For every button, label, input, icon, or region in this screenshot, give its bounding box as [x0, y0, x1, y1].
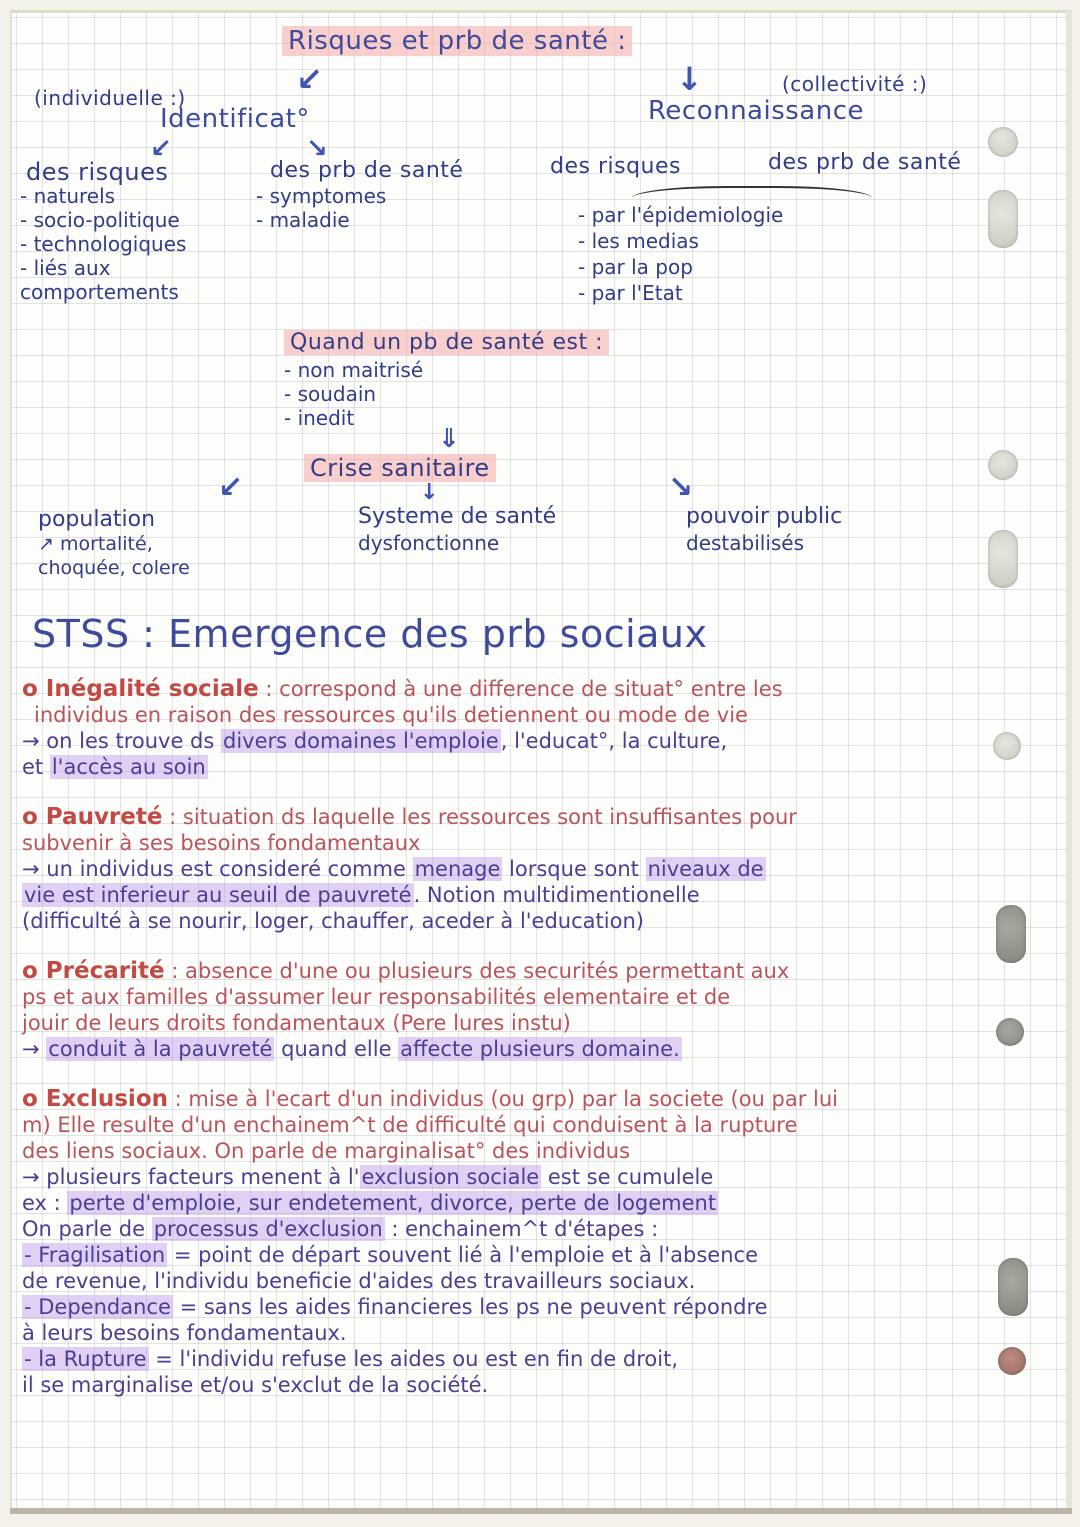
- note-text: est se cumulele: [541, 1165, 714, 1189]
- arrow-down-left-icon: ↙: [296, 60, 323, 98]
- note-text: il se marginalise et/ou s'exclut de la société.: [22, 1373, 489, 1397]
- process-step-term: - la Rupture: [24, 1347, 147, 1371]
- right-recognition-list: [578, 202, 898, 306]
- list-item: - par la pop: [578, 255, 693, 279]
- note-text: (difficulté à se nourir, loger, chauffer, aceder à l'education): [22, 909, 644, 933]
- list-item: - par l'Etat: [578, 281, 683, 305]
- left-qualifier: (individuelle :): [34, 86, 186, 110]
- consequence-line: dysfonctionne: [358, 531, 500, 555]
- list-item: - technologiques: [20, 232, 187, 256]
- note-definition: : absence d'une ou plusieurs des securités permettant aux: [164, 959, 790, 983]
- note-pauvrete: [22, 804, 1022, 934]
- list-item: - par l'épidemiologie: [578, 203, 784, 227]
- note-text: . Notion multidimentionelle: [413, 883, 700, 907]
- list-item: - non maitrisé: [284, 358, 424, 382]
- highlighted-text: conduit à la pauvreté: [48, 1037, 273, 1061]
- list-item: - inedit: [284, 406, 355, 430]
- list-item: comportements: [20, 280, 179, 304]
- note-text: quand elle: [274, 1037, 399, 1061]
- process-step-term: - Dependance: [24, 1295, 171, 1319]
- highlighted-text: affecte plusieurs domaine.: [400, 1037, 680, 1061]
- left-health-list: [256, 184, 476, 232]
- highlighted-text: l'accès au soin: [51, 755, 206, 779]
- note-definition: subvenir à ses besoins fondamentaux: [22, 831, 421, 855]
- list-item: - symptomes: [256, 184, 387, 208]
- highlighted-text: niveaux de: [647, 857, 764, 881]
- list-item: - socio-politique: [20, 208, 180, 232]
- highlighted-text: processus d'exclusion: [153, 1217, 383, 1241]
- consequence-line: ↗ mortalité,: [38, 533, 153, 555]
- note-exclusion: [22, 1086, 1022, 1398]
- list-item: - naturels: [20, 184, 116, 208]
- note-text: → on les trouve ds: [22, 729, 222, 753]
- paper-bottom-edge: [10, 1508, 1072, 1514]
- list-item: - liés aux: [20, 256, 111, 280]
- crisis-condition: Quand un pb de santé est :: [284, 330, 609, 355]
- mindmap-title: Risques et prb de santé :: [282, 26, 632, 56]
- consequence-line: choquée, colere: [38, 557, 190, 579]
- note-text: →: [22, 1037, 47, 1061]
- highlighted-text: divers domaines l'emploie: [223, 729, 499, 753]
- reconnaissance-heading: Reconnaissance: [648, 96, 865, 126]
- note-definition: des liens sociaux. On parle de marginalisat° des individus: [22, 1139, 631, 1163]
- note-text: de revenue, l'individu beneficie d'aides des travailleurs sociaux.: [22, 1269, 696, 1293]
- double-arrow-down-icon: ⇓: [438, 424, 460, 454]
- curly-brace: [632, 186, 872, 200]
- note-precarite: [22, 958, 1022, 1062]
- note-definition: jouir de leurs droits fondamentaux (Pere lures instu): [22, 1011, 571, 1035]
- arrow-down-icon: ↓: [420, 480, 439, 505]
- crisis-conditions-list: [284, 358, 544, 430]
- note-term: o Précarité: [22, 958, 165, 984]
- arrow-down-icon: ↓: [676, 60, 703, 98]
- list-item: - les medias: [578, 229, 699, 253]
- list-item: - soudain: [284, 382, 377, 406]
- note-inegalite: [22, 676, 1022, 780]
- arrow-down-icon: ↙: [150, 134, 172, 164]
- highlighted-text: vie est inferieur au seuil de pauvreté: [24, 883, 412, 907]
- note-definition: : correspond à une difference de situat° entre les: [258, 677, 783, 701]
- note-text: , l'educat°, la culture,: [500, 729, 728, 753]
- highlighted-text: menage: [414, 857, 501, 881]
- consequence-public-power: [686, 504, 966, 556]
- note-text: → un individus est consideré comme: [22, 857, 413, 881]
- paper-edge: [1066, 10, 1072, 1510]
- consequence-line: pouvoir public: [686, 504, 843, 529]
- arrow-down-icon: ↘: [306, 134, 328, 164]
- left-risks-list: [20, 184, 260, 304]
- right-health-title: des prb de santé: [768, 150, 962, 175]
- process-step-term: - Fragilisation: [24, 1243, 166, 1267]
- binder-hole: [988, 190, 1018, 248]
- note-definition: : mise à l'ecart d'un individus (ou grp) par la societe (ou par lui: [168, 1087, 839, 1111]
- note-text: = sans les aides financieres les ps ne peuvent répondre: [172, 1295, 768, 1319]
- note-definition: : situation ds laquelle les ressources sont insuffisantes pour: [162, 805, 797, 829]
- note-definition: individus en raison des ressources qu'ils detiennent ou mode de vie: [34, 703, 748, 727]
- crisis-result: Crise sanitaire: [304, 454, 496, 482]
- note-definition: m) Elle resulte d'un enchainem^t de difficulté qui conduisent à la rupture: [22, 1113, 798, 1137]
- highlighted-text: perte d'emploie, sur endetement, divorce, perte de logement: [69, 1191, 717, 1215]
- highlighted-text: exclusion sociale: [361, 1165, 540, 1189]
- note-text: = l'individu refuse les aides ou est en fin de droit,: [148, 1347, 679, 1371]
- binder-hole: [988, 450, 1018, 480]
- consequence-health-system: [358, 504, 638, 556]
- consequence-line: population: [38, 507, 156, 532]
- identification-heading: Identificat°: [160, 104, 310, 134]
- note-definition: ps et aux familles d'assumer leur responsabilités elementaire et de: [22, 985, 731, 1009]
- left-risks-title: des risques: [26, 158, 169, 186]
- note-term: o Exclusion: [22, 1086, 168, 1112]
- consequence-line: Systeme de santé: [358, 504, 557, 529]
- arrow-left-icon: ↙: [218, 470, 244, 505]
- note-text: lorsque sont: [502, 857, 646, 881]
- list-item: - maladie: [256, 208, 350, 232]
- consequence-line: destabilisés: [686, 531, 805, 555]
- right-risks-title: des risques: [550, 154, 681, 179]
- note-term: o Inégalité sociale: [22, 676, 259, 702]
- section-heading: STSS : Emergence des prb sociaux: [32, 612, 708, 656]
- arrow-right-icon: ↘: [668, 470, 694, 505]
- right-qualifier: (collectivité :): [782, 72, 928, 96]
- note-text: à leurs besoins fondamentaux.: [22, 1321, 347, 1345]
- note-text: ex :: [22, 1191, 68, 1215]
- note-text: : enchainem^t d'étapes :: [384, 1217, 659, 1241]
- binder-hole: [988, 530, 1018, 588]
- note-term: o Pauvreté: [22, 804, 163, 830]
- binder-hole: [988, 127, 1018, 157]
- note-text: = point de départ souvent lié à l'emploie et à l'absence: [167, 1243, 758, 1267]
- note-text: → plusieurs facteurs menent à l': [22, 1165, 360, 1189]
- left-health-title: des prb de santé: [270, 158, 464, 183]
- note-text: On parle de: [22, 1217, 152, 1241]
- consequence-population: [38, 508, 298, 580]
- note-text: et: [22, 755, 50, 779]
